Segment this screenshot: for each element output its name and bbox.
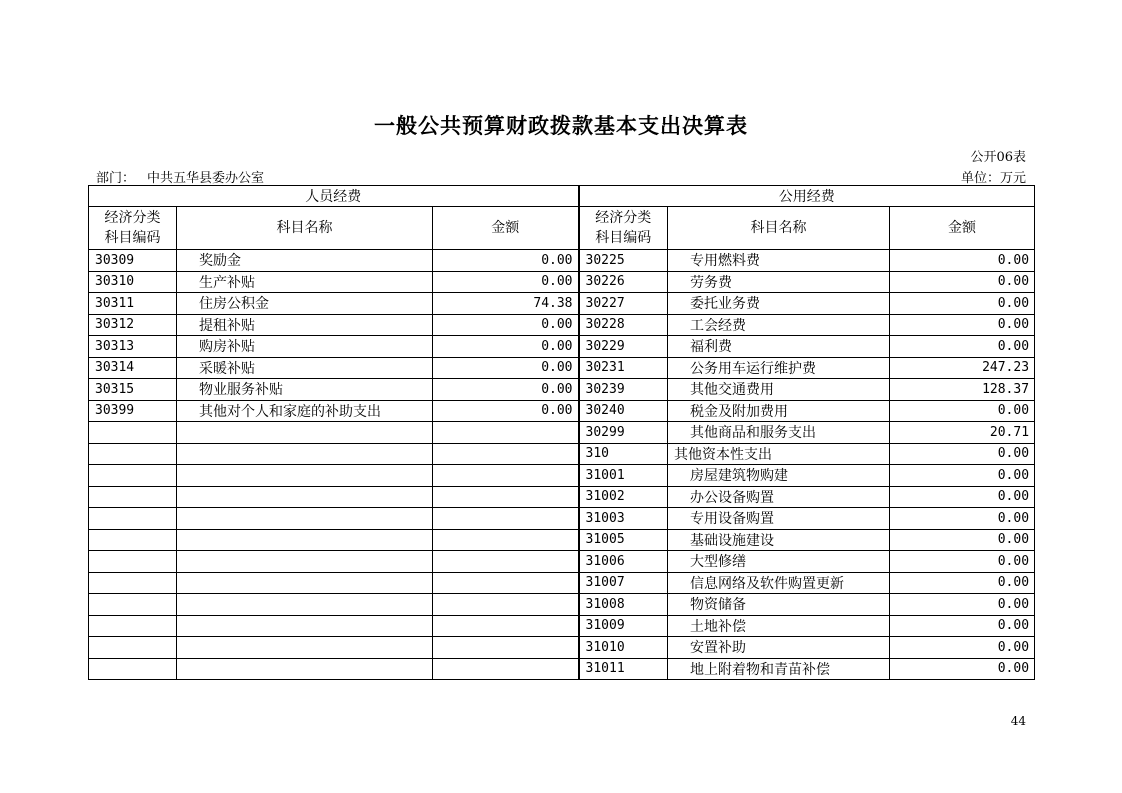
page-number: 44 — [1010, 714, 1026, 728]
form-number: 公开06表 — [970, 150, 1026, 165]
header-amount-right: 金额 — [890, 207, 1035, 250]
left-code-cell — [89, 443, 177, 465]
header-name-left: 科目名称 — [177, 207, 433, 250]
right-name-cell: 基础设施建设 — [668, 529, 890, 551]
right-name-cell: 公务用车运行维护费 — [668, 357, 890, 379]
right-name-cell: 其他商品和服务支出 — [668, 422, 890, 444]
left-code-cell: 30309 — [89, 250, 177, 272]
right-name-cell: 安置补助 — [668, 637, 890, 659]
right-amount-cell: 0.00 — [890, 572, 1035, 594]
left-amount-cell: 0.00 — [433, 250, 579, 272]
right-amount-cell: 0.00 — [890, 594, 1035, 616]
left-name-cell: 物业服务补贴 — [177, 379, 433, 401]
left-name-cell: 生产补贴 — [177, 271, 433, 293]
expenditure-table — [88, 185, 1035, 680]
table-row — [89, 594, 1035, 616]
right-code-cell: 30239 — [579, 379, 668, 401]
left-amount-cell — [433, 572, 579, 594]
right-name-cell: 劳务费 — [668, 271, 890, 293]
left-amount-cell — [433, 422, 579, 444]
left-code-cell: 30312 — [89, 314, 177, 336]
left-code-cell — [89, 551, 177, 573]
right-code-cell: 31010 — [579, 637, 668, 659]
right-code-cell: 31011 — [579, 658, 668, 680]
left-name-cell — [177, 443, 433, 465]
left-name-cell: 其他对个人和家庭的补助支出 — [177, 400, 433, 422]
left-name-cell — [177, 572, 433, 594]
header-name-right: 科目名称 — [668, 207, 890, 250]
left-amount-cell: 0.00 — [433, 400, 579, 422]
right-name-cell: 物资储备 — [668, 594, 890, 616]
right-code-cell: 30227 — [579, 293, 668, 315]
right-amount-cell: 0.00 — [890, 658, 1035, 680]
right-amount-cell: 0.00 — [890, 486, 1035, 508]
table-row — [89, 486, 1035, 508]
left-amount-cell: 0.00 — [433, 336, 579, 358]
left-code-cell — [89, 637, 177, 659]
left-name-cell — [177, 594, 433, 616]
right-code-cell: 30225 — [579, 250, 668, 272]
right-name-cell: 房屋建筑物购建 — [668, 465, 890, 487]
left-code-cell — [89, 486, 177, 508]
left-code-cell: 30315 — [89, 379, 177, 401]
right-amount-cell: 0.00 — [890, 336, 1035, 358]
table-row — [89, 357, 1035, 379]
right-code-cell: 30228 — [579, 314, 668, 336]
left-amount-cell: 0.00 — [433, 357, 579, 379]
left-amount-cell — [433, 594, 579, 616]
right-name-cell: 专用燃料费 — [668, 250, 890, 272]
right-name-cell: 委托业务费 — [668, 293, 890, 315]
table-row — [89, 250, 1035, 272]
right-amount-cell: 0.00 — [890, 551, 1035, 573]
table-row — [89, 293, 1035, 315]
department-label: 部门： — [96, 171, 136, 186]
left-name-cell — [177, 486, 433, 508]
right-code-cell: 30299 — [579, 422, 668, 444]
department-name: 中共五华县委办公室 — [147, 171, 265, 186]
right-name-cell: 信息网络及软件购置更新 — [668, 572, 890, 594]
left-amount-cell — [433, 465, 579, 487]
left-name-cell — [177, 529, 433, 551]
table-row — [89, 551, 1035, 573]
left-name-cell — [177, 422, 433, 444]
right-amount-cell: 0.00 — [890, 615, 1035, 637]
right-code-cell: 31007 — [579, 572, 668, 594]
left-name-cell: 住房公积金 — [177, 293, 433, 315]
right-amount-cell: 0.00 — [890, 508, 1035, 530]
table-row — [89, 465, 1035, 487]
right-code-cell: 31006 — [579, 551, 668, 573]
left-name-cell: 购房补贴 — [177, 336, 433, 358]
left-amount-cell: 0.00 — [433, 271, 579, 293]
left-amount-cell — [433, 486, 579, 508]
right-name-cell: 地上附着物和青苗补偿 — [668, 658, 890, 680]
left-amount-cell: 0.00 — [433, 314, 579, 336]
left-name-cell — [177, 551, 433, 573]
header-code-line2: 科目编码 — [104, 230, 161, 246]
left-code-cell — [89, 508, 177, 530]
left-name-cell: 奖励金 — [177, 250, 433, 272]
left-amount-cell: 74.38 — [433, 293, 579, 315]
left-name-cell — [177, 658, 433, 680]
left-code-cell: 30311 — [89, 293, 177, 315]
left-name-cell: 采暖补贴 — [177, 357, 433, 379]
header-code-left — [89, 207, 177, 250]
right-code-cell: 30229 — [579, 336, 668, 358]
unit-label: 单位：万元 — [960, 171, 1026, 186]
right-amount-cell: 0.00 — [890, 400, 1035, 422]
right-name-cell: 大型修缮 — [668, 551, 890, 573]
left-amount-cell — [433, 658, 579, 680]
right-amount-cell: 0.00 — [890, 443, 1035, 465]
header-code-line2: 科目编码 — [595, 230, 652, 246]
right-name-cell: 土地补偿 — [668, 615, 890, 637]
page-title: 一般公共预算财政拨款基本支出决算表 — [374, 113, 748, 138]
group-personnel: 人员经费 — [89, 186, 579, 207]
right-code-cell: 31003 — [579, 508, 668, 530]
right-name-cell: 其他交通费用 — [668, 379, 890, 401]
right-name-cell: 办公设备购置 — [668, 486, 890, 508]
table-row — [89, 658, 1035, 680]
right-code-cell: 31009 — [579, 615, 668, 637]
header-code-line1: 经济分类 — [595, 210, 652, 226]
left-code-cell: 30313 — [89, 336, 177, 358]
left-amount-cell: 0.00 — [433, 379, 579, 401]
right-name-cell: 专用设备购置 — [668, 508, 890, 530]
left-code-cell: 30399 — [89, 400, 177, 422]
left-amount-cell — [433, 615, 579, 637]
right-amount-cell: 0.00 — [890, 314, 1035, 336]
left-code-cell — [89, 529, 177, 551]
table-row — [89, 379, 1035, 401]
table-row — [89, 637, 1035, 659]
right-code-cell: 30231 — [579, 357, 668, 379]
right-code-cell: 30226 — [579, 271, 668, 293]
table-row — [89, 508, 1035, 530]
left-code-cell — [89, 572, 177, 594]
right-name-cell: 其他资本性支出 — [668, 443, 890, 465]
left-code-cell — [89, 615, 177, 637]
right-amount-cell: 0.00 — [890, 529, 1035, 551]
right-amount-cell: 128.37 — [890, 379, 1035, 401]
table-row — [89, 400, 1035, 422]
table-row — [89, 572, 1035, 594]
table-row — [89, 271, 1035, 293]
right-name-cell: 税金及附加费用 — [668, 400, 890, 422]
left-name-cell: 提租补贴 — [177, 314, 433, 336]
right-code-cell: 31005 — [579, 529, 668, 551]
right-code-cell: 31001 — [579, 465, 668, 487]
right-code-cell: 30240 — [579, 400, 668, 422]
right-amount-cell: 0.00 — [890, 465, 1035, 487]
header-code-right — [579, 207, 668, 250]
column-header-row — [89, 207, 1035, 250]
left-name-cell — [177, 615, 433, 637]
left-amount-cell — [433, 637, 579, 659]
left-amount-cell — [433, 529, 579, 551]
table-row — [89, 336, 1035, 358]
table-row — [89, 422, 1035, 444]
right-amount-cell: 0.00 — [890, 250, 1035, 272]
group-public: 公用经费 — [579, 186, 1035, 207]
table-row — [89, 615, 1035, 637]
right-code-cell: 310 — [579, 443, 668, 465]
table-row — [89, 443, 1035, 465]
right-amount-cell: 0.00 — [890, 293, 1035, 315]
table-row — [89, 529, 1035, 551]
left-amount-cell — [433, 443, 579, 465]
right-amount-cell: 247.23 — [890, 357, 1035, 379]
left-code-cell — [89, 422, 177, 444]
group-header-row — [89, 186, 1035, 207]
right-amount-cell: 0.00 — [890, 271, 1035, 293]
left-code-cell: 30314 — [89, 357, 177, 379]
right-name-cell: 工会经费 — [668, 314, 890, 336]
left-code-cell — [89, 465, 177, 487]
right-code-cell: 31008 — [579, 594, 668, 616]
header-amount-left: 金额 — [433, 207, 579, 250]
left-code-cell: 30310 — [89, 271, 177, 293]
left-name-cell — [177, 637, 433, 659]
right-amount-cell: 0.00 — [890, 637, 1035, 659]
right-code-cell: 31002 — [579, 486, 668, 508]
left-amount-cell — [433, 551, 579, 573]
table-row — [89, 314, 1035, 336]
right-name-cell: 福利费 — [668, 336, 890, 358]
right-amount-cell: 20.71 — [890, 422, 1035, 444]
left-code-cell — [89, 594, 177, 616]
left-name-cell — [177, 465, 433, 487]
left-name-cell — [177, 508, 433, 530]
left-code-cell — [89, 658, 177, 680]
header-code-line1: 经济分类 — [104, 210, 161, 226]
department — [96, 167, 264, 186]
left-amount-cell — [433, 508, 579, 530]
